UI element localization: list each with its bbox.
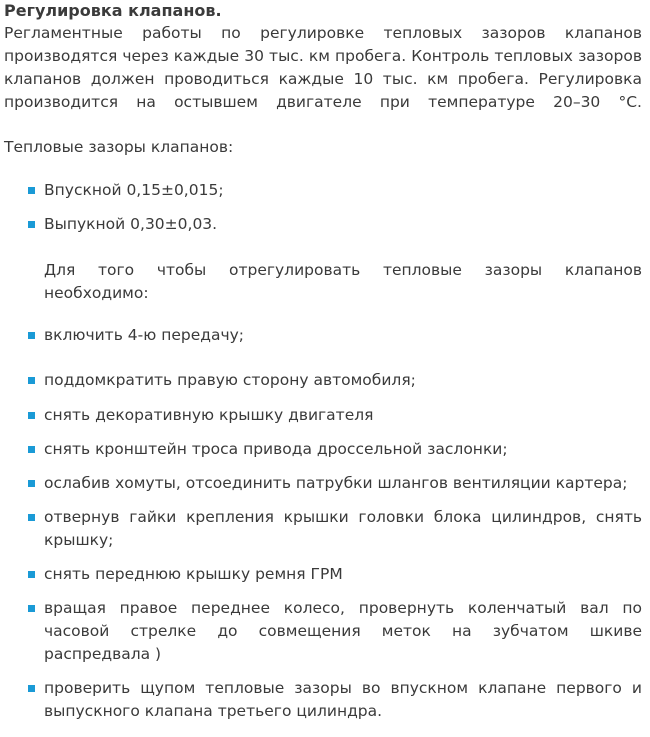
list-item [28,324,642,347]
list-item-text: отвернув гайки крепления крышки головки блока цилиндров, снять [44,508,642,526]
procedure-intro-line: Для того чтобы отрегулировать тепловые зазоры клапанов [44,261,642,279]
list-item [28,506,642,552]
list-item [28,404,642,427]
list-item-text: ослабив хомуты, отсоединить патрубки шлангов вентиляции картера; [44,474,628,492]
list-item [28,677,642,723]
bullet-icon [28,571,35,578]
list-item-text: Выпукной 0,30±0,03. [44,215,218,233]
list-item [28,597,642,666]
bullet-icon [28,377,35,384]
bullet-icon [28,187,35,194]
list-item-text: выпускного клапана третьего цилиндра. [44,702,383,720]
list-item-text: распредвала ) [44,645,162,663]
list-item-text: снять переднюю крышку ремня ГРМ [44,565,343,583]
list-item-text: поддомкратить правую сторону автомобиля; [44,371,416,389]
list-item-text: проверить щупом тепловые зазоры во впускном клапане первого и [44,679,642,697]
intro-line: производятся через каждые 30 тыс. км пробега. Контроль тепловых зазоров [4,47,642,65]
bullet-icon [28,480,35,487]
clearances-label: Тепловые зазоры клапанов: [4,138,234,156]
page-title: Регулировка клапанов. [4,1,222,20]
list-item [28,472,642,495]
bullet-icon [28,221,35,228]
intro-line: клапанов должен проводиться каждые 10 тыс. км пробега. Регулировка [4,70,642,88]
list-item [28,369,642,392]
bullet-icon [28,332,35,339]
bullet-icon [28,514,35,521]
list-item [28,438,642,461]
list-item-text: часовой стрелке до совмещения меток на зубчатом шкиве [44,622,642,640]
procedure-intro-line: необходимо: [44,284,149,302]
list-item [28,179,642,202]
list-item-text: крышку; [44,531,114,549]
bullet-icon [28,412,35,419]
list-item-text: включить 4-ю передачу; [44,326,245,344]
bullet-icon [28,446,35,453]
intro-paragraph [4,22,642,114]
list-item-text: Впускной 0,15±0,015; [44,181,224,199]
list-item [28,213,642,236]
bullet-icon [28,605,35,612]
bullet-icon [28,685,35,692]
list-item-text: снять декоративную крышку двигателя [44,406,374,424]
list-item-text: вращая правое переднее колесо, провернуть коленчатый вал по [44,599,642,617]
procedure-intro [44,259,642,305]
list-item [28,563,642,586]
list-item-text: снять кронштейн троса привода дроссельной заслонки; [44,440,508,458]
intro-line: производится на остывшем двигателе при температуре 20–30 °C. [4,93,642,111]
intro-line: Регламентные работы по регулировке тепловых зазоров клапанов [4,24,642,42]
